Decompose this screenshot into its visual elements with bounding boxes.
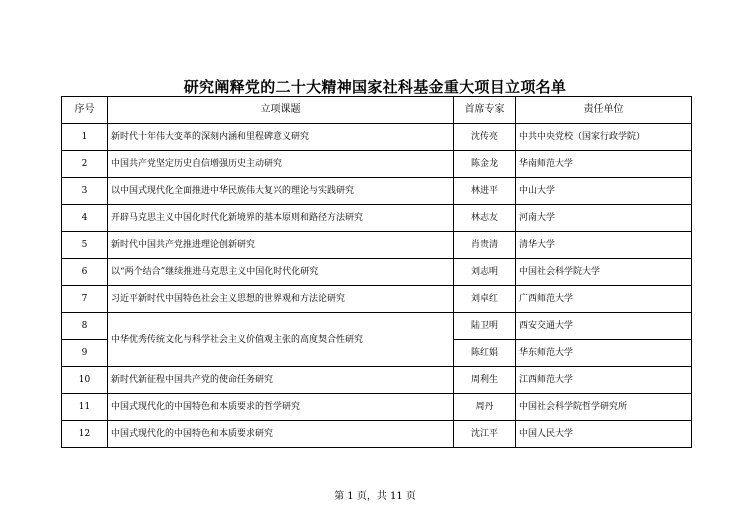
table-row	[62, 205, 692, 232]
row-unit: 中国社会科学院大学	[516, 259, 692, 286]
row-expert: 沈江平	[454, 421, 516, 448]
row-unit: 中国社会科学院哲学研究所	[516, 394, 692, 421]
table-row	[62, 367, 692, 394]
row-no: 5	[62, 232, 108, 259]
table-row	[62, 421, 692, 448]
row-no: 11	[62, 394, 108, 421]
table-row	[62, 232, 692, 259]
header-expert: 首席专家	[454, 97, 516, 124]
table-row	[62, 151, 692, 178]
row-no: 1	[62, 124, 108, 151]
row-expert: 陈红娟	[454, 340, 516, 367]
table-row	[62, 286, 692, 313]
header-unit: 责任单位	[516, 97, 692, 124]
row-topic: 以“两个结合”继续推进马克思主义中国化时代化研究	[108, 259, 454, 286]
row-no: 3	[62, 178, 108, 205]
row-no: 12	[62, 421, 108, 448]
header-topic: 立项课题	[108, 97, 454, 124]
row-topic-merged: 中华优秀传统文化与科学社会主义价值观主张的高度契合性研究	[108, 313, 454, 367]
row-topic: 新时代十年伟大变革的深刻内涵和里程碑意义研究	[108, 124, 454, 151]
row-topic: 以中国式现代化全面推进中华民族伟大复兴的理论与实践研究	[108, 178, 454, 205]
row-expert: 肖贵清	[454, 232, 516, 259]
row-unit: 广西师范大学	[516, 286, 692, 313]
project-table	[61, 96, 692, 448]
table-row	[62, 259, 692, 286]
row-no: 9	[62, 340, 108, 367]
row-expert: 周丹	[454, 394, 516, 421]
row-topic: 新时代中国共产党推进理论创新研究	[108, 232, 454, 259]
row-expert: 刘卓红	[454, 286, 516, 313]
row-unit: 中共中央党校（国家行政学院）	[516, 124, 692, 151]
row-topic: 中国共产党坚定历史自信增强历史主动研究	[108, 151, 454, 178]
row-expert: 刘志明	[454, 259, 516, 286]
row-no: 6	[62, 259, 108, 286]
table-row	[62, 313, 692, 340]
row-expert: 陆卫明	[454, 313, 516, 340]
table-row	[62, 394, 692, 421]
page-footer: 第 1 页，共 11 页	[334, 491, 416, 502]
row-no: 8	[62, 313, 108, 340]
table-row	[62, 178, 692, 205]
row-unit: 西安交通大学	[516, 313, 692, 340]
row-expert: 林进平	[454, 178, 516, 205]
row-no: 7	[62, 286, 108, 313]
row-no: 2	[62, 151, 108, 178]
row-unit: 清华大学	[516, 232, 692, 259]
row-expert: 林志友	[454, 205, 516, 232]
row-unit: 河南大学	[516, 205, 692, 232]
header-no: 序号	[62, 97, 108, 124]
row-expert: 周利生	[454, 367, 516, 394]
row-unit: 华南师范大学	[516, 151, 692, 178]
table-row	[62, 124, 692, 151]
row-topic: 新时代新征程中国共产党的使命任务研究	[108, 367, 454, 394]
row-unit: 江西师范大学	[516, 367, 692, 394]
row-no: 10	[62, 367, 108, 394]
row-unit: 华东师范大学	[516, 340, 692, 367]
row-expert: 沈传亮	[454, 124, 516, 151]
row-unit: 中山大学	[516, 178, 692, 205]
row-no: 4	[62, 205, 108, 232]
row-unit: 中国人民大学	[516, 421, 692, 448]
row-topic: 习近平新时代中国特色社会主义思想的世界观和方法论研究	[108, 286, 454, 313]
document-title: 研究阐释党的二十大精神国家社科基金重大项目立项名单	[183, 78, 567, 96]
row-topic: 中国式现代化的中国特色和本质要求研究	[108, 421, 454, 448]
row-expert: 陈金龙	[454, 151, 516, 178]
table-header-row	[62, 97, 692, 124]
row-topic: 开辟马克思主义中国化时代化新境界的基本原则和路径方法研究	[108, 205, 454, 232]
row-topic: 中国式现代化的中国特色和本质要求的哲学研究	[108, 394, 454, 421]
